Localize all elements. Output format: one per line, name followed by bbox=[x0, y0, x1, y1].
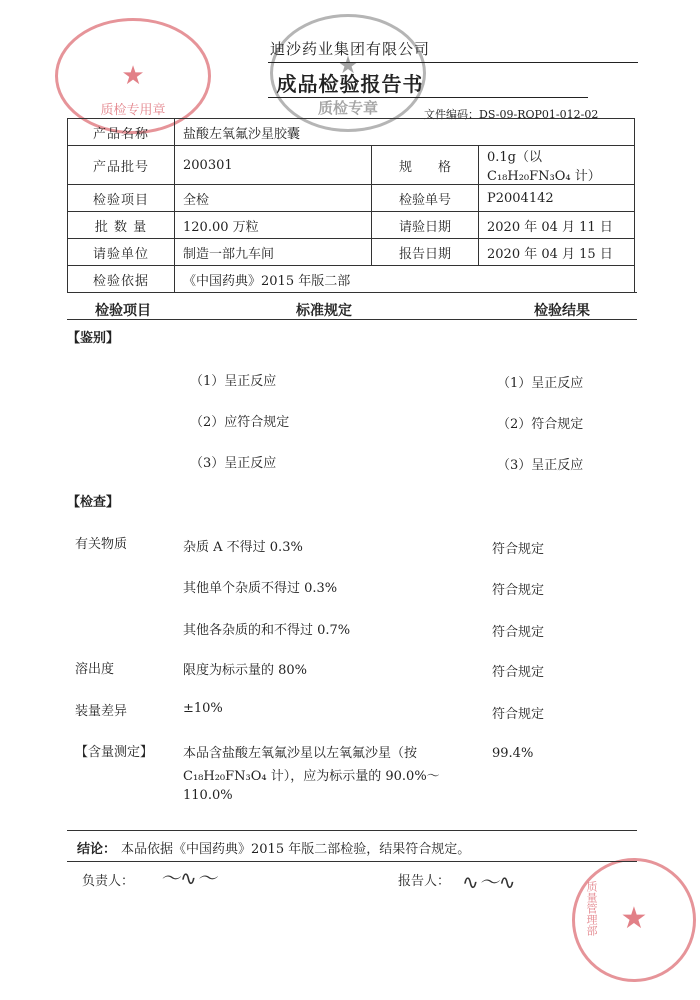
dissolution-label: 溶出度 bbox=[75, 662, 115, 677]
batch-value: 200301 bbox=[175, 146, 372, 185]
quality-seal-bottom: ★ 质量管理部 bbox=[572, 858, 696, 982]
weight-variation-result: 符合规定 bbox=[492, 707, 545, 722]
info-table bbox=[67, 118, 635, 293]
identification-result-3: （3）呈正反应 bbox=[497, 458, 584, 473]
assay-standard-line-3: 110.0% bbox=[183, 788, 233, 803]
dissolution-result: 符合规定 bbox=[492, 665, 545, 680]
assay-standard-line-1: 本品含盐酸左氧氟沙星以左氧氟沙星（按 bbox=[183, 746, 418, 761]
item-value: 全检 bbox=[175, 185, 372, 212]
reporter-label: 报告人： bbox=[398, 874, 451, 889]
responsible-signature: 〜∿〜 bbox=[160, 866, 217, 890]
column-header-bottom-rule bbox=[67, 319, 637, 320]
column-header-standard: 标准规定 bbox=[296, 303, 352, 319]
assay-label: 【含量测定】 bbox=[75, 745, 154, 760]
related-result-2: 符合规定 bbox=[492, 583, 545, 598]
column-header-item: 检验项目 bbox=[95, 303, 151, 319]
related-standard-3: 其他各杂质的和不得过 0.7% bbox=[183, 623, 351, 638]
column-header-top-rule bbox=[67, 292, 637, 293]
table-row bbox=[68, 119, 635, 146]
conclusion-label: 结论： bbox=[77, 842, 117, 857]
page-title: 成品检验报告书 bbox=[276, 72, 424, 96]
spec-value: 0.1g（以 C₁₈H₂₀FN₃O₄ 计） bbox=[479, 146, 635, 185]
weight-variation-standard: ±10% bbox=[183, 701, 223, 716]
related-substances-label: 有关物质 bbox=[75, 537, 128, 552]
file-number: 文件编码：DS-09-ROP01-012-02 bbox=[424, 108, 599, 121]
basis-label: 检验依据 bbox=[68, 266, 175, 293]
item-label: 检验项目 bbox=[68, 185, 175, 212]
spec-label: 规 格 bbox=[372, 146, 479, 185]
report-date-value: 2020 年 04 月 15 日 bbox=[479, 239, 635, 266]
assay-result: 99.4% bbox=[492, 746, 534, 761]
related-result-3: 符合规定 bbox=[492, 625, 545, 640]
basis-value: 《中国药典》2015 年版二部 bbox=[175, 266, 635, 293]
identification-standard-3: （3）呈正反应 bbox=[190, 456, 277, 471]
related-result-1: 符合规定 bbox=[492, 542, 545, 557]
company-name: 迪沙药业集团有限公司 bbox=[269, 40, 430, 58]
title-rule bbox=[268, 97, 588, 98]
product-name-label: 产品名称 bbox=[68, 119, 175, 146]
conclusion-bottom-rule bbox=[67, 861, 637, 862]
identification-standard-2: （2）应符合规定 bbox=[190, 415, 290, 430]
conclusion-top-rule bbox=[67, 830, 637, 831]
request-date-label: 请验日期 bbox=[372, 212, 479, 239]
dissolution-standard: 限度为标示量的 80% bbox=[183, 663, 308, 678]
inspection-title: 【检查】 bbox=[67, 495, 120, 510]
assay-standard-line-2: C₁₈H₂₀FN₃O₄ 计），应为标示量的 90.0%～ bbox=[183, 769, 440, 784]
dept-value: 制造一部九车间 bbox=[175, 239, 372, 266]
quantity-value: 120.00 万粒 bbox=[175, 212, 372, 239]
quality-seal-gray: ★ 质检专章 bbox=[270, 14, 426, 132]
product-name-value: 盐酸左氧氟沙星胶囊 bbox=[175, 119, 635, 146]
reporter-signature: ∿〜∿ bbox=[462, 870, 516, 894]
table-row bbox=[68, 239, 635, 266]
report-date-label: 报告日期 bbox=[372, 239, 479, 266]
weight-variation-label: 装量差异 bbox=[75, 704, 128, 719]
identification-result-2: （2）符合规定 bbox=[497, 417, 584, 432]
batch-label: 产品批号 bbox=[68, 146, 175, 185]
table-row bbox=[68, 212, 635, 239]
request-date-value: 2020 年 04 月 11 日 bbox=[479, 212, 635, 239]
quantity-label: 批 数 量 bbox=[68, 212, 175, 239]
table-row bbox=[68, 185, 635, 212]
report-no-value: P2004142 bbox=[479, 185, 635, 212]
quality-seal-left: ★ 质检专用章 bbox=[55, 18, 211, 134]
identification-standard-1: （1）呈正反应 bbox=[190, 374, 277, 389]
dept-label: 请验单位 bbox=[68, 239, 175, 266]
identification-title: 【鉴别】 bbox=[67, 331, 120, 346]
conclusion-text: 本品依据《中国药典》2015 年版二部检验，结果符合规定。 bbox=[121, 842, 471, 857]
report-no-label: 检验单号 bbox=[372, 185, 479, 212]
column-header-result: 检验结果 bbox=[534, 303, 590, 319]
related-standard-2: 其他单个杂质不得过 0.3% bbox=[183, 581, 338, 596]
table-row bbox=[68, 266, 635, 293]
identification-result-1: （1）呈正反应 bbox=[497, 376, 584, 391]
responsible-label: 负责人： bbox=[82, 874, 135, 889]
header-rule bbox=[268, 62, 638, 63]
related-standard-1: 杂质 A 不得过 0.3% bbox=[183, 540, 303, 555]
table-row bbox=[68, 146, 635, 185]
